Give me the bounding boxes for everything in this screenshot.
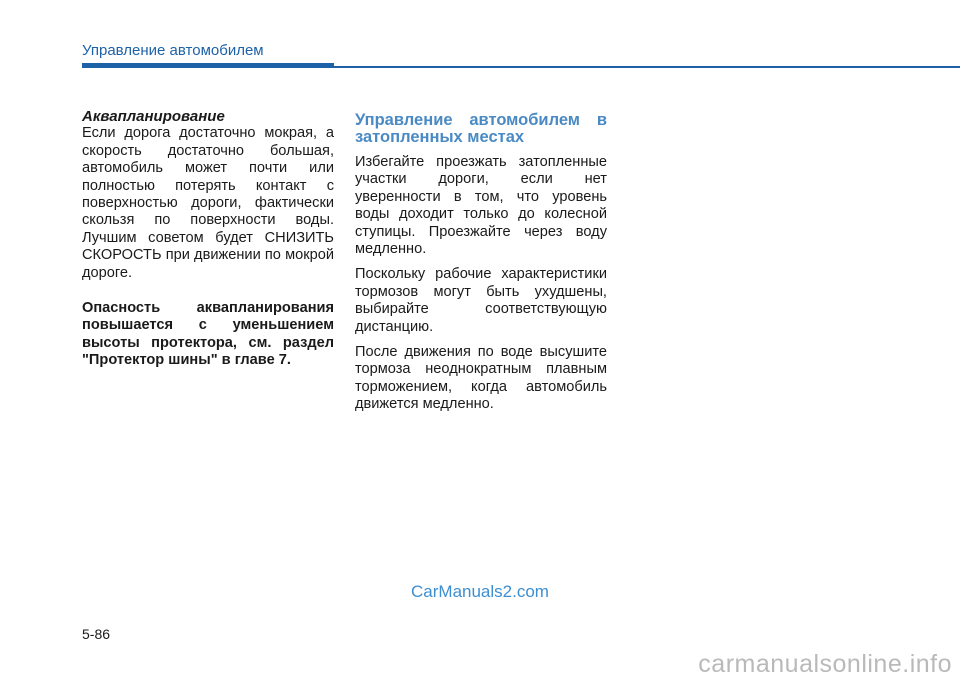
flooded-paragraph-1: Избегайте проезжать затопленные участки дороги, если нет уверенности в том, что уровень воды доходит только до колесной ступицы. Проезжайте через воду медленно. — [355, 154, 607, 258]
left-column — [82, 108, 334, 370]
flooded-paragraph-3: После движения по воде высушите тормоза неоднократным плавным торможением, когда автомобиль движется медленно. — [355, 344, 607, 413]
subheading-aquaplaning: Аквапланирование — [82, 108, 225, 125]
aquaplaning-warning-note: Опасность аквапланирования повышается с уменьшением высоты протектора, см. раздел "Протектор шины" в главе 7. — [82, 300, 334, 369]
watermark-link-bottom[interactable]: carmanualsonline.info — [698, 650, 952, 678]
flooded-areas-heading: Управление автомобилем в затопленных местах — [355, 111, 607, 146]
watermark-link-top[interactable]: CarManuals2.com — [411, 582, 549, 601]
section-title: Управление автомобилем — [82, 42, 264, 59]
flooded-paragraph-2: Поскольку рабочие характеристики тормозов могут быть ухудшены, выбирайте соответствующую дистанцию. — [355, 266, 607, 335]
header-rule-thin — [334, 66, 960, 68]
header-rule-thick — [82, 63, 334, 68]
page-number: 5-86 — [82, 626, 111, 642]
aquaplaning-paragraph: Если дорога достаточно мокрая, а скорость достаточно большая, автомобиль может почти или полностью потерять контакт с поверхностью дороги, фактически скользя по поверхности воды. Лучшим советом будет СНИЗИТЬ СКОРОСТЬ при движении по мокрой дороге. — [82, 125, 334, 281]
right-column — [355, 112, 607, 414]
